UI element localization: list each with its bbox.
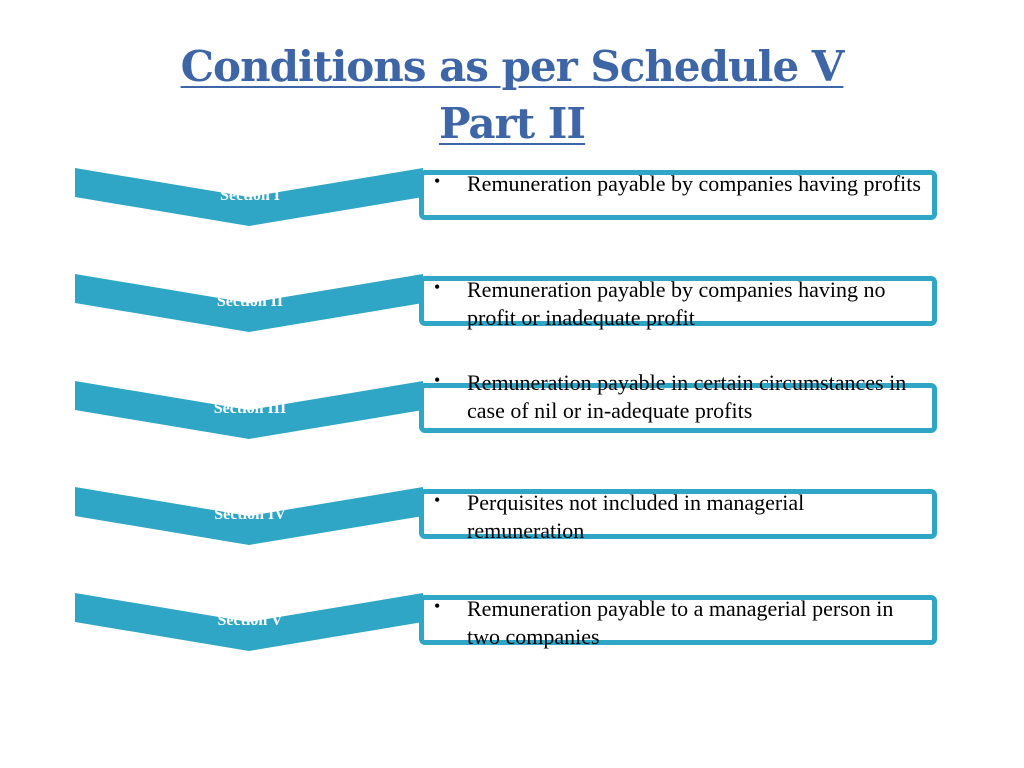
title-line-2: Part II (438, 99, 586, 148)
section-label: Section II (216, 293, 284, 310)
section-label: Section I (220, 187, 280, 204)
description (434, 595, 924, 651)
description-text: Remuneration payable by companies having no profit or inadequate profit (467, 277, 886, 330)
bullet-icon: • (434, 596, 441, 616)
description (434, 369, 924, 425)
section-row (0, 274, 1024, 354)
bullet-icon: • (434, 370, 441, 390)
section-row (0, 370, 1024, 461)
bullet-icon: • (434, 171, 441, 191)
bullet-icon: • (434, 490, 441, 510)
bullet-icon: • (434, 277, 441, 297)
title-line-1: Conditions as per Schedule V (180, 42, 844, 91)
section-row (0, 168, 1024, 248)
description-text: Perquisites not included in managerial remuneration (467, 490, 805, 543)
description-text: Remuneration payable to a managerial person in two companies (467, 596, 894, 649)
description-text: Remuneration payable in certain circumstances in case of nil or in-adequate profits (467, 370, 907, 423)
section-row (0, 593, 1024, 673)
description (434, 170, 924, 198)
description (434, 276, 924, 332)
slide-title (112, 38, 912, 152)
section-label: Section IV (214, 506, 286, 523)
description (434, 489, 924, 545)
description-text: Remuneration payable by companies having profits (467, 171, 921, 196)
section-row (0, 487, 1024, 567)
section-label: Section V (217, 612, 283, 629)
section-label: Section III (213, 400, 287, 417)
